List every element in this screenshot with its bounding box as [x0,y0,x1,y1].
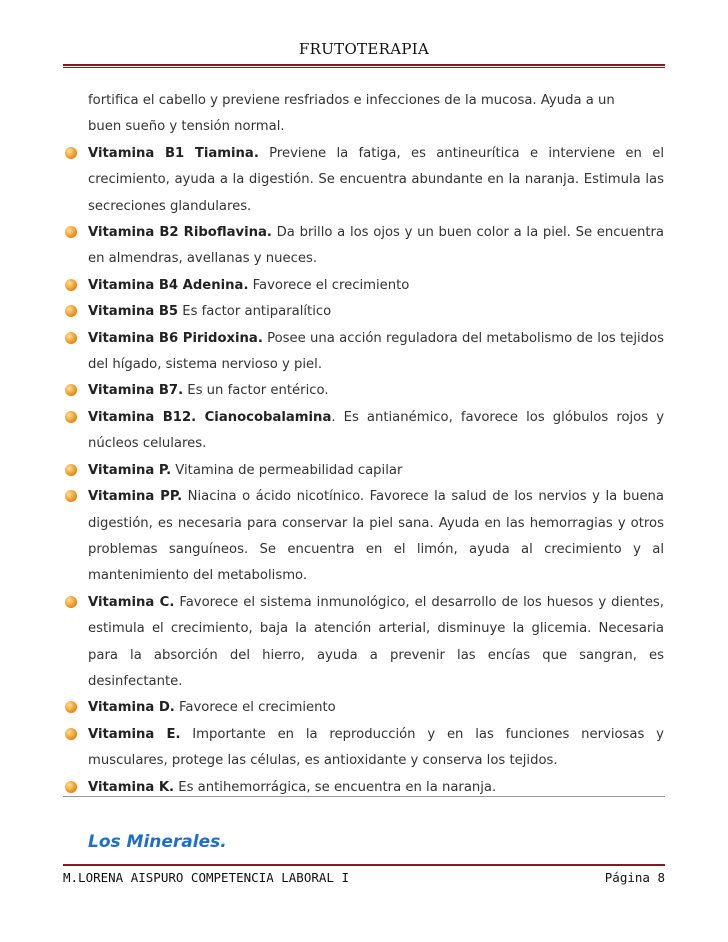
vitamin-term: Vitamina B7. [88,383,184,399]
orange-ball-bullet-icon [65,384,77,396]
vitamin-description: Es factor antiparalítico [178,304,332,320]
orange-ball-bullet-icon [65,226,77,238]
vitamin-item-e [88,722,664,775]
vitamin-item-k [88,775,664,801]
orange-ball-bullet-icon [65,305,77,317]
orange-ball-bullet-icon [65,411,77,423]
vitamin-item-d [88,695,664,721]
vitamin-item-b4 [88,273,664,299]
vitamin-description: Favorece el crecimiento [174,700,336,716]
vitamin-term: Vitamina P. [88,462,172,478]
orange-ball-bullet-icon [65,781,77,793]
vitamin-description: . Es antianémico, favorece los glóbulos rojos y núcleos celulares. [88,409,665,452]
header-rule-thin [63,67,665,68]
vitamin-term: Vitamina B6 Piridoxina. [88,330,263,346]
orange-ball-bullet-icon [65,596,77,608]
vitamin-term: Vitamina D. [88,700,175,716]
vitamin-term: Vitamina C. [88,594,175,610]
vitamin-item-b2 [88,220,664,273]
vitamin-description: Niacina o ácido nicotínico. Favorece la salud de los nervios y la buena digestión, es necesaria para conservar la piel sana. Ayuda en las hemorragias y otros problemas sanguíneos. Se encuentra en el limón, ayuda al crecimiento y al mantenimiento del metabolismo. [88,489,664,584]
vitamin-description: Es antihemorrágica, se encuentra en la naranja. [174,779,497,795]
orange-ball-bullet-icon [65,490,77,502]
section-title: Los Minerales. [88,832,227,852]
page-number: Página 8 [604,870,665,885]
vitamin-item-c [88,590,664,696]
vitamin-item-b7 [88,378,664,404]
orange-ball-bullet-icon [65,332,77,344]
vitamin-description: Vitamina de permeabilidad capilar [171,462,403,478]
vitamin-description: Es un factor entérico. [183,383,329,399]
header-title: FRUTOTERAPIA [298,40,430,58]
vitamin-term: Vitamina B12. Cianocobalamina [88,409,332,425]
vitamin-item-b1 [88,141,664,220]
orange-ball-bullet-icon [65,728,77,740]
vitamin-item-p [88,458,664,484]
header-rule [63,64,665,66]
vitamin-item-b5 [88,299,664,325]
vitamin-term: Vitamina B2 Riboflavina. [88,225,272,241]
vitamin-item-pp [88,484,664,590]
orange-ball-bullet-icon [65,147,77,159]
vitamin-description: Favorece el crecimiento [248,277,410,293]
orange-ball-bullet-icon [65,701,77,713]
vitamin-term: Vitamina PP. [88,489,183,505]
intro-line-2: buen sueño y tensión normal. [88,119,285,135]
vitamin-term: Vitamina E. [88,726,181,742]
footer-author: M.LORENA AISPURO COMPETENCIA LABORAL I [63,870,349,885]
orange-ball-bullet-icon [65,279,77,291]
section-divider [63,796,665,797]
vitamin-term: Vitamina B1 Tiamina. [88,145,259,161]
vitamin-description: Favorece el sistema inmunológico, el desarrollo de los huesos y dientes, estimula el crecimiento, baja la atención arterial, disminuye la glicemia. Necesaria para la absorción del hierro, ayuda a prevenir las encías que sangran, es desinfectante. [88,594,664,689]
vitamin-item-b12 [88,405,664,458]
vitamin-term: Vitamina K. [88,779,175,795]
document-body [88,88,664,801]
vitamin-description: Importante en la reproducción y en las funciones nerviosas y musculares, protege las células, es antioxidante y conserva los tejidos. [88,726,664,769]
vitamin-term: Vitamina B4 Adenina. [88,277,249,293]
vitamin-term: Vitamina B5 [88,304,179,320]
orange-ball-bullet-icon [65,464,77,476]
vitamin-item-b6 [88,326,664,379]
vitamin-description: Posee una acción reguladora del metabolismo de los tejidos del hígado, sistema nervioso y piel. [88,330,664,373]
intro-line-1: fortifica el cabello y previene resfriados e infecciones de la mucosa. Ayuda a un [88,93,615,108]
footer-rule [63,864,665,866]
vitamin-description: Da brillo a los ojos y un buen color a la piel. Se encuentra en almendras, avellanas y nueces. [88,225,664,267]
vitamin-description: Previene la fatiga, es antineurítica e interviene en el crecimiento, ayuda a la digestión. Se encuentra abundante en la naranja. Estimula las secreciones glandulares. [88,145,664,214]
